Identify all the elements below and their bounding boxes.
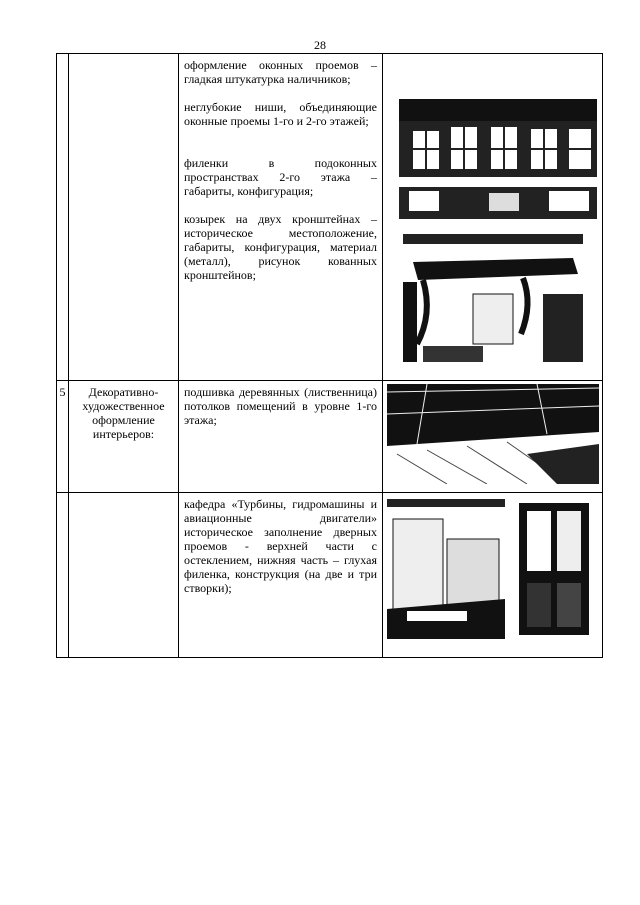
photo-cell <box>383 493 603 658</box>
page-number: 28 <box>314 38 326 52</box>
door-interior-photo <box>387 499 505 639</box>
door-closeup-photo <box>513 499 599 639</box>
row-number: 5 <box>57 381 69 493</box>
row-type: Декоративно-художественное оформление интерьеров: <box>69 381 179 493</box>
row-number <box>57 493 69 658</box>
description-paragraph: филенки в подоконных пространствах 2-го этажа – габариты, конфигурация; <box>184 156 377 198</box>
row-description <box>179 381 383 493</box>
photo-cell <box>383 54 603 381</box>
table-row <box>57 381 603 493</box>
row-type <box>69 493 179 658</box>
photo-cell <box>383 381 603 493</box>
row-description <box>179 493 383 658</box>
description-paragraph: неглубокие ниши, объединяющие оконные проемы 1-го и 2-го этажей; <box>184 100 377 128</box>
row-number <box>57 54 69 381</box>
table-row <box>57 54 603 381</box>
table-row <box>57 493 603 658</box>
ceiling-photo <box>387 384 599 484</box>
description-paragraph: подшивка деревянных (лиственница) потолков помещений в уровне 1-го этажа; <box>184 385 377 427</box>
description-paragraph: козырек на двух кронштейнах – историческое местоположение, габариты, конфигурация, материал (металл), рисунок кованных кронштейнов; <box>184 212 377 282</box>
canopy-brackets-photo <box>403 234 583 362</box>
row-description <box>179 54 383 381</box>
heritage-table <box>56 53 603 658</box>
description-paragraph: оформление оконных проемов – гладкая штукатурка наличников; <box>184 58 377 86</box>
description-paragraph: кафедра «Турбины, гидромашины и авиационные двигатели» историческое заполнение дверных проемов - верхней части с остеклением, нижняя часть – глухая филенка, конструкция (на две и три створки); <box>184 497 377 595</box>
row-type <box>69 54 179 381</box>
facade-windows-photo <box>399 99 597 219</box>
